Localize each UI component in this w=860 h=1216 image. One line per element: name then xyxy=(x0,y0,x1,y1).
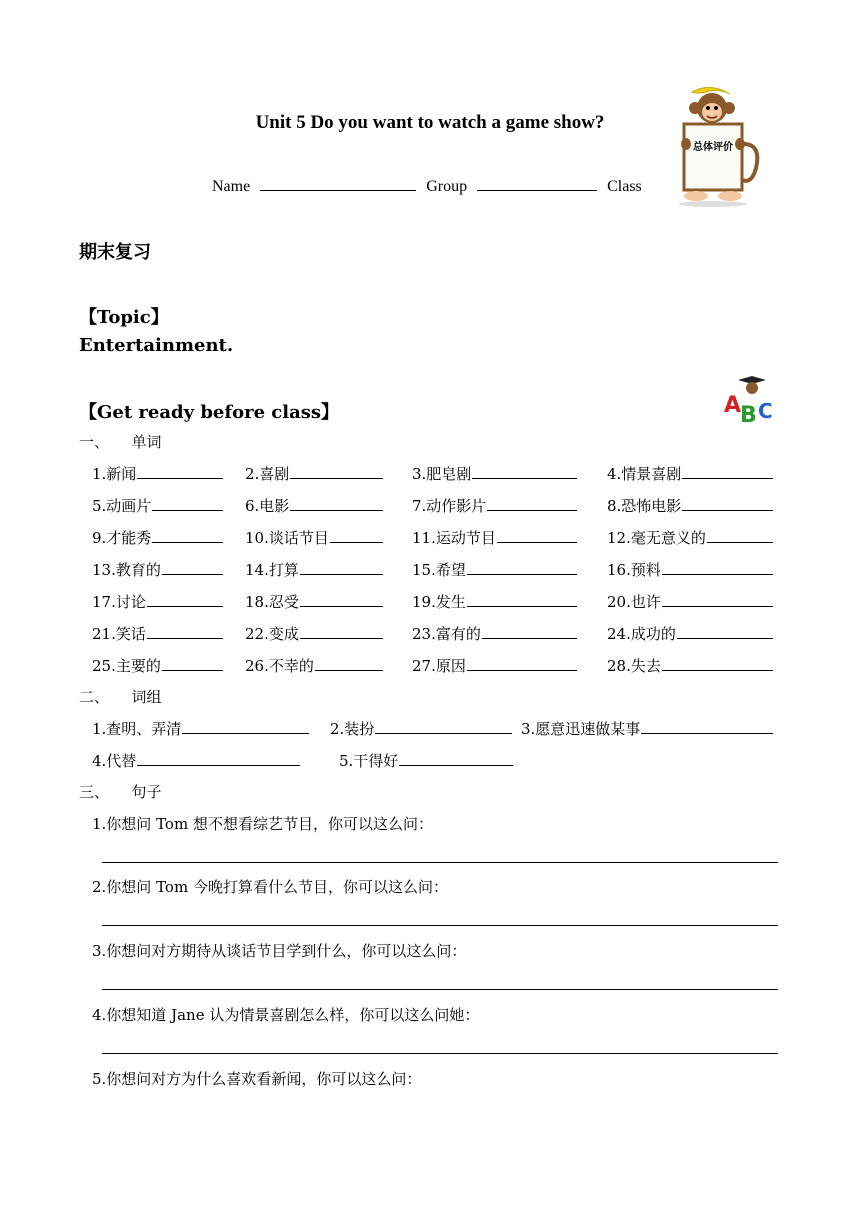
get-ready-label: 【Get ready before class】 xyxy=(79,402,340,423)
vocab-label: 3.肥皂剧 xyxy=(412,465,472,483)
answer-line[interactable] xyxy=(102,989,778,990)
vocab-label: 22.变成 xyxy=(245,625,299,643)
part2-heading: 二、 词组 xyxy=(79,688,162,706)
part1-heading: 一、 单词 xyxy=(79,433,162,451)
group-label: Group xyxy=(426,178,468,195)
vocab-label: 19.发生 xyxy=(412,593,466,611)
vocab-label: 21.笑话 xyxy=(92,625,146,643)
sentence-prompt: 2.你想问 Tom 今晚打算看什么节目，你可以这么问： xyxy=(92,878,448,896)
svg-text:A: A xyxy=(724,393,742,418)
badge-text: 总体评价 xyxy=(693,142,733,153)
answer-line[interactable] xyxy=(102,862,778,863)
phrase-label: 5.干得好 xyxy=(339,752,399,770)
page-title: Unit 5 Do you want to watch a game show? xyxy=(255,112,605,133)
sentence-prompt: 1.你想问 Tom 想不想看综艺节目，你可以这么问： xyxy=(92,815,433,833)
vocab-label: 4.情景喜剧 xyxy=(607,465,682,483)
vocab-label: 26.不幸的 xyxy=(245,657,314,675)
svg-text:C: C xyxy=(758,399,773,423)
vocab-label: 12.毫无意义的 xyxy=(607,529,706,547)
part3-heading: 三、 句子 xyxy=(79,783,162,801)
sentence-prompt: 3.你想问对方期待从谈话节目学到什么，你可以这么问： xyxy=(92,942,467,960)
class-label: Class xyxy=(607,178,642,195)
vocab-label: 18.忍受 xyxy=(245,593,299,611)
vocab-label: 14.打算 xyxy=(245,561,299,579)
vocab-label: 13.教育的 xyxy=(92,561,161,579)
topic-value: Entertainment. xyxy=(79,335,234,356)
vocab-label: 28.失去 xyxy=(607,657,661,675)
section-title: 期末复习 xyxy=(79,242,151,263)
vocab-label: 9.才能秀 xyxy=(92,529,152,547)
vocab-label: 16.预料 xyxy=(607,561,661,579)
vocab-label: 20.也许 xyxy=(607,593,661,611)
name-label: Name xyxy=(212,178,251,195)
phrase-label: 4.代替 xyxy=(92,752,137,770)
vocab-label: 15.希望 xyxy=(412,561,466,579)
answer-line[interactable] xyxy=(102,925,778,926)
vocab-label: 8.恐怖电影 xyxy=(607,497,682,515)
vocab-label: 1.新闻 xyxy=(92,465,137,483)
vocab-label: 11.运动节目 xyxy=(412,529,496,547)
vocab-label: 24.成功的 xyxy=(607,625,676,643)
vocab-label: 10.谈话节目 xyxy=(245,529,329,547)
vocab-label: 23.富有的 xyxy=(412,625,481,643)
vocab-label: 7.动作影片 xyxy=(412,497,487,515)
svg-text:B: B xyxy=(740,403,757,426)
vocab-label: 25.主要的 xyxy=(92,657,161,675)
vocab-label: 6.电影 xyxy=(245,497,290,515)
vocab-label: 17.讨论 xyxy=(92,593,146,611)
phrase-label: 2.装扮 xyxy=(330,720,375,738)
sentence-prompt: 4.你想知道 Jane 认为情景喜剧怎么样，你可以这么问她： xyxy=(92,1006,480,1024)
phrase-label: 1.查明、弄清 xyxy=(92,720,182,738)
answer-line[interactable] xyxy=(102,1053,778,1054)
sentence-prompt: 5.你想问对方为什么喜欢看新闻，你可以这么问： xyxy=(92,1070,422,1088)
topic-label: 【Topic】 xyxy=(79,307,169,328)
vocab-label: 2.喜剧 xyxy=(245,465,290,483)
vocab-label: 27.原因 xyxy=(412,657,466,675)
phrase-label: 3.愿意迅速做某事 xyxy=(521,720,641,738)
vocab-label: 5.动画片 xyxy=(92,497,152,515)
